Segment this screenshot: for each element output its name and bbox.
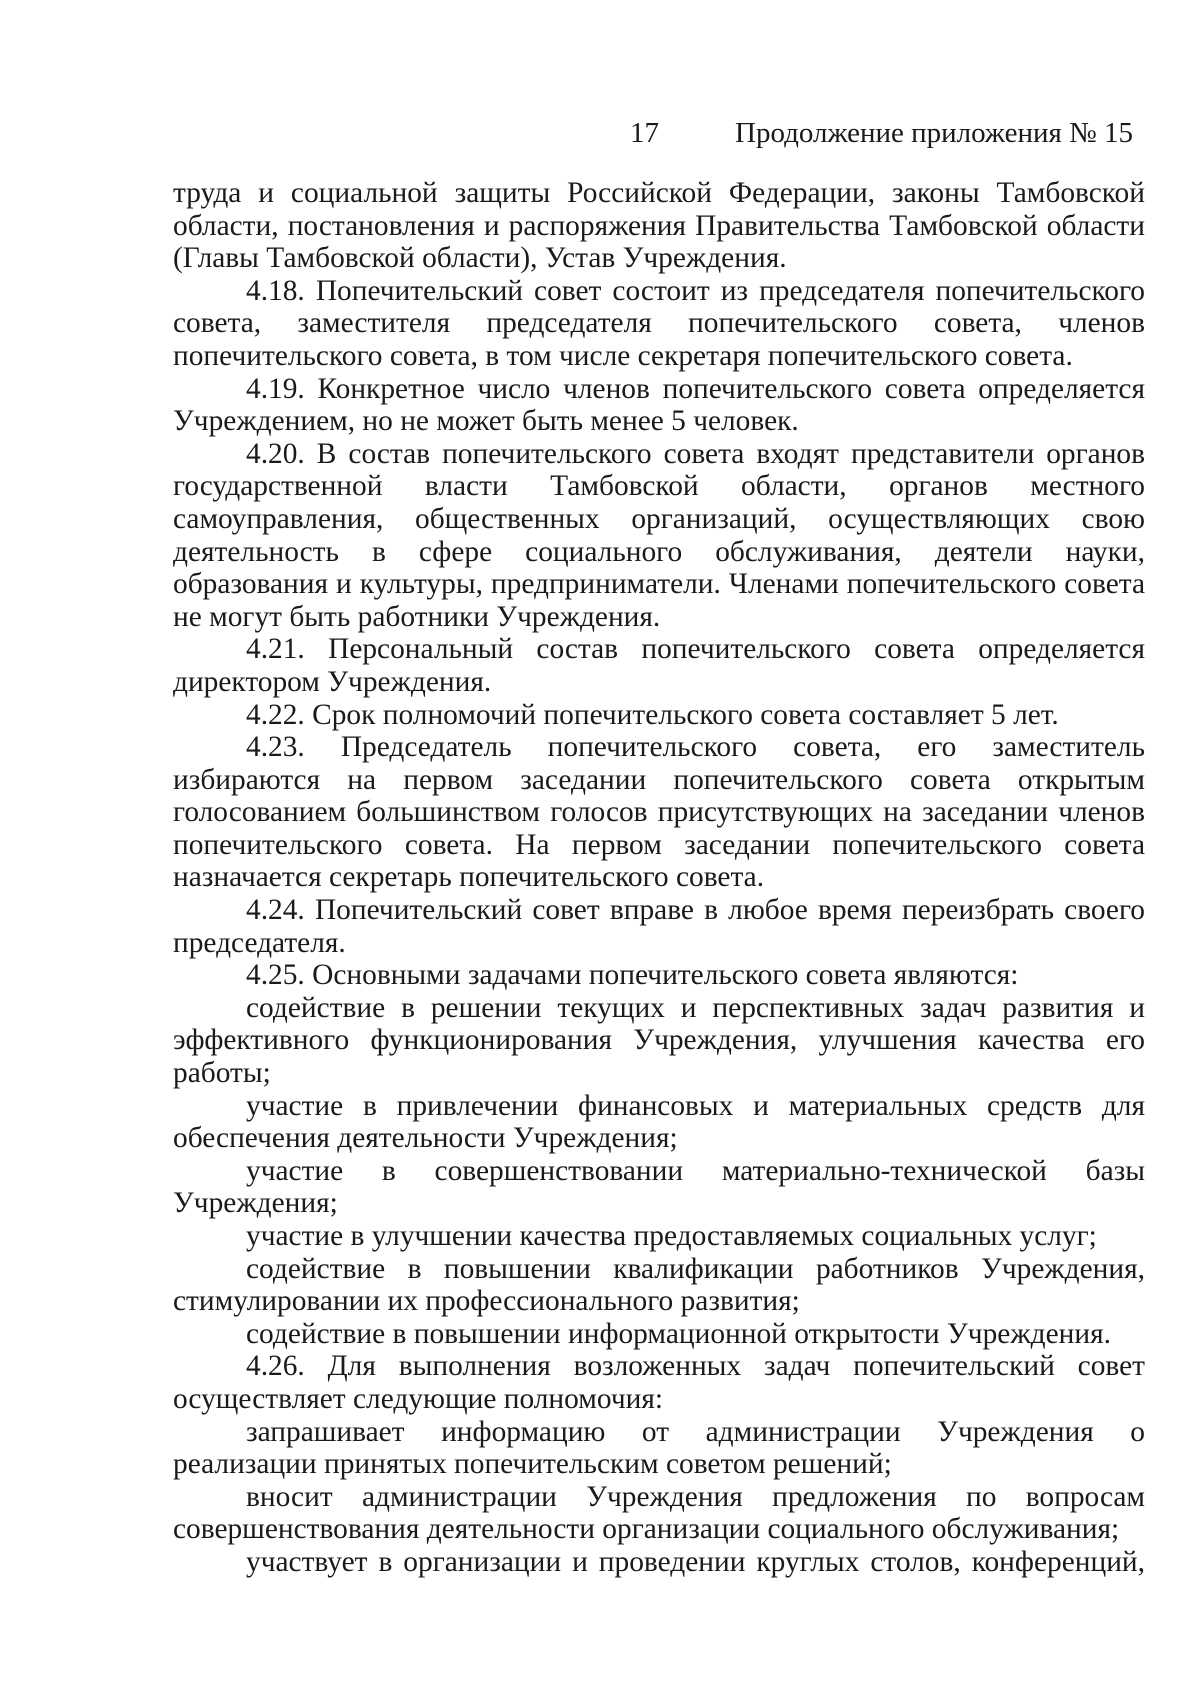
list-item-task: участие в улучшении качества предоставляемых социальных услуг; xyxy=(246,1220,1097,1252)
paragraph-4-24: 4.24. Попечительский совет вправе в любое время переизбрать своего председателя. xyxy=(173,894,1145,959)
list-item-task: содействие в повышении квалификации работников Учреждения, стимулировании их профессионального развития; xyxy=(173,1252,1145,1318)
appendix-continuation-label: Продолжение приложения № 15 xyxy=(735,117,1133,149)
paragraph-4-18: 4.18. Попечительский совет состоит из председателя попечительского совета, заместителя председателя попечительского совета, членов попечительского совета, в том числе секретаря попечительского совета. xyxy=(173,274,1145,372)
page-header xyxy=(0,113,1200,153)
list-item-power: запрашивает информацию от администрации Учреждения о реализации принятых попечительским советом решений; xyxy=(173,1415,1145,1481)
paragraph-4-22: 4.22. Срок полномочий попечительского совета составляет 5 лет. xyxy=(246,698,1059,731)
paragraph-4-19: 4.19. Конкретное число членов попечительского совета определяется Учреждением, но не может быть менее 5 человек. xyxy=(173,372,1145,438)
paragraph: труда и социальной защиты Российской Федерации, законы Тамбовской области, постановления и распоряжения Правительства Тамбовской области (Главы Тамбовской области), Устав Учреждения. xyxy=(173,177,1145,275)
paragraph-4-25: 4.25. Основными задачами попечительского совета являются: xyxy=(246,959,1019,992)
list-item-power: участвует в организации и проведении круглых столов, конференций, xyxy=(246,1545,1145,1578)
paragraph-4-20: 4.20. В состав попечительского совета входят представители органов государственной власти Тамбовской области, органов местного самоуправления, общественных организаций, осуществляющих свою деятельность в сфере социального обслуживания, деятели науки, образования и культуры, предприниматели. Членами попечительского совета не могут быть работники Учреждения. xyxy=(173,437,1145,633)
paragraph-4-21: 4.21. Персональный состав попечительского совета определяется директором Учреждения. xyxy=(173,633,1145,698)
paragraph-4-26: 4.26. Для выполнения возложенных задач попечительский совет осуществляет следующие полномочия: xyxy=(173,1350,1145,1415)
list-item-task: участие в привлечении финансовых и материальных средств для обеспечения деятельности Учреждения; xyxy=(173,1089,1145,1155)
list-item-task: содействие в решении текущих и перспективных задач развития и эффективного функционирования Учреждения, улучшения качества его работы; xyxy=(173,991,1145,1090)
list-item-task: участие в совершенствовании материально-технической базы Учреждения; xyxy=(173,1154,1145,1220)
paragraph-4-23: 4.23. Председатель попечительского совета, его заместитель избираются на первом заседании попечительского совета открытым голосованием большинством голосов присутствующих на заседании членов попечительского совета. На первом заседании попечительского совета назначается секретарь попечительского совета. xyxy=(173,731,1145,894)
document-body xyxy=(173,177,1145,1579)
list-item-task: содействие в повышении информационной открытости Учреждения. xyxy=(246,1317,1111,1350)
page-number: 17 xyxy=(630,117,659,149)
list-item-power: вносит администрации Учреждения предложения по вопросам совершенствования деятельности организации социального обслуживания; xyxy=(173,1480,1145,1546)
